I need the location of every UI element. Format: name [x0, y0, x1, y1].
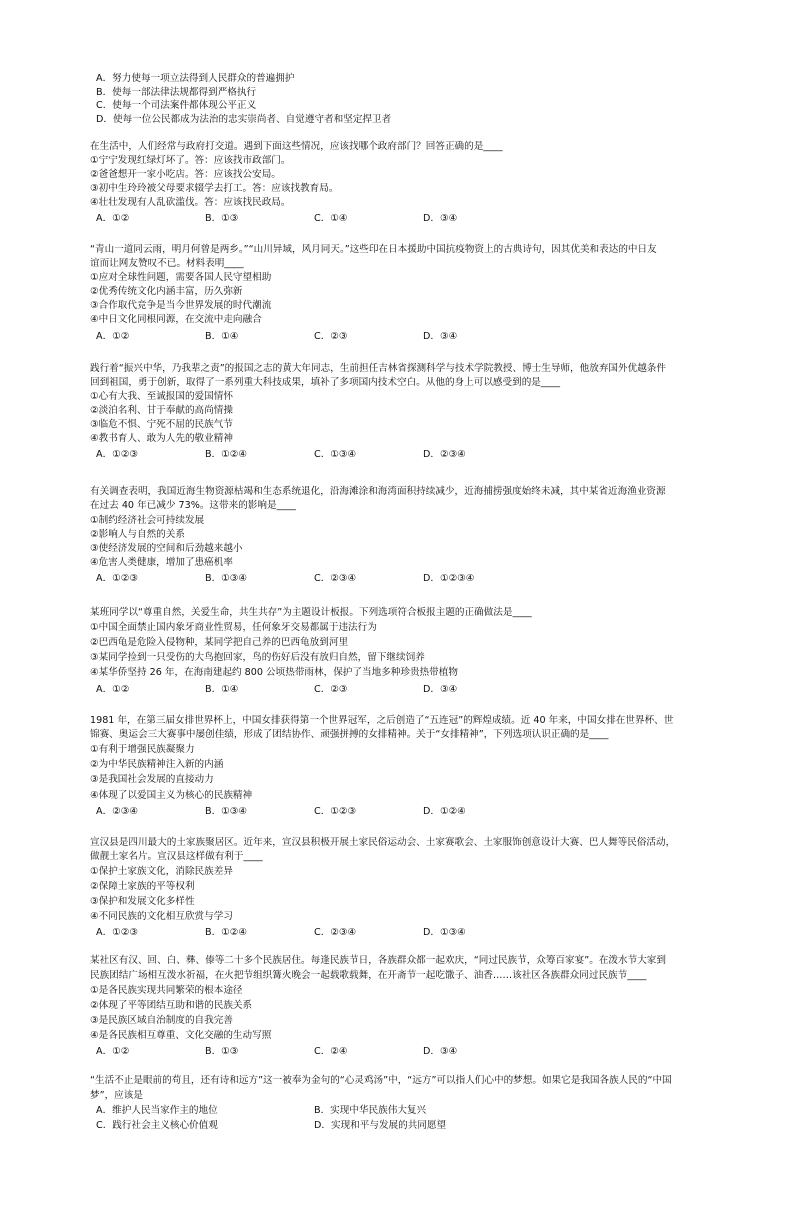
- question-stem: 民族团结广场相互泼水祈福，在火把节组织篝火晚会一起载歌载舞，在开斋节一起吃馓子、油香……该社区各族群众同过民族节____: [90, 970, 647, 981]
- statement-item: ④是各民族相互尊重、文化交融的生动写照: [90, 1030, 272, 1041]
- option-c[interactable]: C．②③④: [314, 573, 357, 584]
- statement-item: ③临危不惧、宁死不屈的民族气节: [90, 419, 233, 430]
- option-b[interactable]: B．①②④: [205, 449, 247, 460]
- option-d[interactable]: D．①②③④: [423, 573, 475, 584]
- option-c[interactable]: C．①②③: [314, 806, 357, 817]
- option-a[interactable]: A．②③④: [96, 806, 138, 817]
- question-stem: 践行着“振兴中华，乃我辈之责”的报国之志的黄大年同志，生前担任吉林省探测科学与技术学院教授、博士生导师，他放弃国外优越条件: [90, 363, 666, 374]
- question-stem: 某班同学以“尊重自然，关爱生命，共生共存”为主题设计板报。下列选项符合板报主题的正确做法是____: [90, 607, 532, 618]
- option-b[interactable]: B．①③: [205, 213, 239, 224]
- option-c[interactable]: C．②④: [314, 1046, 348, 1057]
- option-d[interactable]: D．①③④: [423, 927, 466, 938]
- option-a[interactable]: A．①②: [96, 331, 130, 342]
- statement-item: ③保护和发展文化多样性: [90, 896, 195, 907]
- option-c[interactable]: C．①③④: [314, 449, 357, 460]
- option-a[interactable]: A．维护人民当家作主的地位: [96, 1105, 218, 1116]
- statement-item: ③使经济发展的空间和后劲越来越小: [90, 543, 243, 554]
- statement-item: ①是各民族实现共同繁荣的根本途径: [90, 985, 243, 996]
- option-c[interactable]: C．践行社会主义核心价值观: [96, 1120, 218, 1131]
- question-stem: “青山一道同云雨，明月何曾是两乡。”“山川异域，风月同天。”这些印在日本援助中国抗疫物资上的古典诗句，因其优美和表达的中日友: [90, 244, 657, 255]
- option-a[interactable]: A．①②: [96, 684, 130, 695]
- option-b[interactable]: B．①③④: [205, 573, 247, 584]
- option-a[interactable]: A．①②: [96, 1046, 130, 1057]
- question-stem: 锦赛、奥运会三大赛事中屡创佳绩，形成了团结协作、顽强拼搏的女排精神。关于“女排精神”，下列选项认识正确的是____: [90, 729, 609, 740]
- option-d[interactable]: D．①②④: [423, 806, 466, 817]
- option-c[interactable]: C．①④: [314, 213, 348, 224]
- option-b[interactable]: B．①③: [205, 1046, 239, 1057]
- option-b[interactable]: B．①②④: [205, 927, 247, 938]
- statement-item: ①有利于增强民族凝聚力: [90, 744, 195, 755]
- statement-item: ②保障土家族的平等权利: [90, 881, 195, 892]
- statement-item: ④某华侨坚持 26 年，在海南建起约 800 公顷热带雨林，保护了当地多种珍贵热带植物: [90, 667, 458, 678]
- statement-item: ②体现了平等团结互助和谐的民族关系: [90, 1000, 253, 1011]
- option-a[interactable]: A．①②③: [96, 927, 138, 938]
- question-stem: 1981 年，在第三届女排世界杯上，中国女排获得第一个世界冠军，之后创造了“五连冠”的辉煌成绩。近 40 年来，中国女排在世界杯、世: [90, 715, 674, 726]
- statement-item: ②优秀传统文化内涵丰富，历久弥新: [90, 286, 243, 297]
- question-stem: 回到祖国，勇于创新，取得了一系列重大科技成果，填补了多项国内技术空白。从他的身上可以感受到的是____: [90, 377, 561, 388]
- question-stem: 宣汉县是四川最大的土家族聚居区。近年来，宣汉县积极开展土家民俗运动会、土家赛歌会、土家服饰创意设计大赛、巴人舞等民俗活动，: [90, 837, 676, 848]
- option-b[interactable]: B．①③④: [205, 806, 247, 817]
- option-b[interactable]: B．①④: [205, 684, 239, 695]
- statement-item: ①保护土家族文化，消除民族差异: [90, 866, 233, 877]
- statement-item: ④教书育人、敢为人先的敬业精神: [90, 433, 233, 444]
- statement-item: ②为中华民族精神注入新的内涵: [90, 759, 224, 770]
- question-stem: “生活不止是眼前的苟且，还有诗和远方”这一被奉为金句的“心灵鸡汤”中，“远方”可以指人们心中的梦想。如果它是我国各族人民的“中国: [90, 1075, 672, 1086]
- statement-item: ②巴西龟是危险入侵物种，某同学把自己养的巴西龟放到河里: [90, 637, 349, 648]
- statement-item: ①应对全球性问题，需要各国人民守望相助: [90, 272, 272, 283]
- statement-item: ③是民族区域自治制度的自我完善: [90, 1015, 233, 1026]
- statement-item: ④体现了以爱国主义为核心的民族精神: [90, 790, 253, 801]
- statement-item: ④中日文化同根同源，在交流中走向融合: [90, 314, 262, 325]
- question-stem: 在生活中，人们经常与政府打交道。遇到下面这些情况，应该找哪个政府部门？回答正确的是____: [90, 141, 503, 152]
- option-c[interactable]: C．②③: [314, 684, 348, 695]
- option-d[interactable]: D．②③④: [423, 449, 466, 460]
- statement-item: ①制约经济社会可持续发展: [90, 515, 205, 526]
- statement-item: ②爸爸想开一家小吃店。答：应该找公安局。: [90, 169, 281, 180]
- statement-item: ①中国全面禁止国内象牙商业性贸易，任何象牙交易都属于违法行为: [90, 622, 377, 633]
- statement-item: ③是我国社会发展的直接动力: [90, 774, 214, 785]
- statement-item: ①宁宁发现红绿灯坏了。答：应该找市政部门。: [90, 155, 291, 166]
- option-d[interactable]: D．实现和平与发展的共同愿望: [314, 1120, 447, 1131]
- statement-item: ②影响人与自然的关系: [90, 529, 185, 540]
- option-c[interactable]: C．②③④: [314, 927, 357, 938]
- statement-item: ④危害人类健康，增加了患癌机率: [90, 557, 233, 568]
- statement-item: ①心有大我、至诚报国的爱国情怀: [90, 391, 233, 402]
- question-stem: 有关调查表明，我国近海生物资源枯竭和生态系统退化，沿海滩涂和海湾面积持续减少，近海捕捞强度始终未减，其中某省近海渔业资源: [90, 486, 666, 497]
- option-d[interactable]: D．③④: [423, 1046, 458, 1057]
- statement-item: ④壮壮发现有人乱砍滥伐。答：应该找民政局。: [90, 197, 291, 208]
- question-stem: 某社区有汉、回、白、彝、傣等二十多个民族居住。每逢民族节日，各族群众都一起欢庆，“同过民族节，众筹百家宴”。在泼水节大家到: [90, 955, 666, 966]
- question-stem: 做靓土家名片。宣汉县这样做有利于____: [90, 851, 263, 862]
- prev-option-d[interactable]: D．使每一位公民都成为法治的忠实崇尚者、自觉遵守者和坚定捍卫者: [96, 114, 392, 125]
- option-a[interactable]: A．①②③: [96, 449, 138, 460]
- option-a[interactable]: A．①②③: [96, 573, 138, 584]
- prev-option-b[interactable]: B．使每一部法律法规都得到严格执行: [96, 87, 257, 98]
- option-d[interactable]: D．③④: [423, 331, 458, 342]
- statement-item: ③某同学捡到一只受伤的大鸟抱回家，鸟的伤好后没有放归自然，留下继续饲养: [90, 652, 425, 663]
- option-d[interactable]: D．③④: [423, 213, 458, 224]
- prev-option-c[interactable]: C．使每一个司法案件都体现公平正义: [96, 100, 257, 111]
- option-d[interactable]: D．③④: [423, 684, 458, 695]
- question-stem: 谊而让网友赞叹不已。材料表明____: [90, 258, 244, 269]
- option-b[interactable]: B．实现中华民族伟大复兴: [314, 1105, 427, 1116]
- statement-item: ②淡泊名利、甘于奉献的高尚情操: [90, 405, 233, 416]
- statement-item: ③合作取代竞争是当今世界发展的时代潮流: [90, 300, 272, 311]
- question-stem: 梦”，应该是: [90, 1090, 143, 1101]
- option-a[interactable]: A．①②: [96, 213, 130, 224]
- statement-item: ④不同民族的文化相互欣赏与学习: [90, 911, 233, 922]
- option-c[interactable]: C．②③: [314, 331, 348, 342]
- option-b[interactable]: B．①④: [205, 331, 239, 342]
- question-stem: 在过去 40 年已减少 73%。这带来的影响是____: [90, 500, 296, 511]
- statement-item: ③初中生玲玲被父母要求辍学去打工。答：应该找教育局。: [90, 183, 339, 194]
- prev-option-a[interactable]: A．努力使每一项立法得到人民群众的普遍拥护: [96, 73, 295, 84]
